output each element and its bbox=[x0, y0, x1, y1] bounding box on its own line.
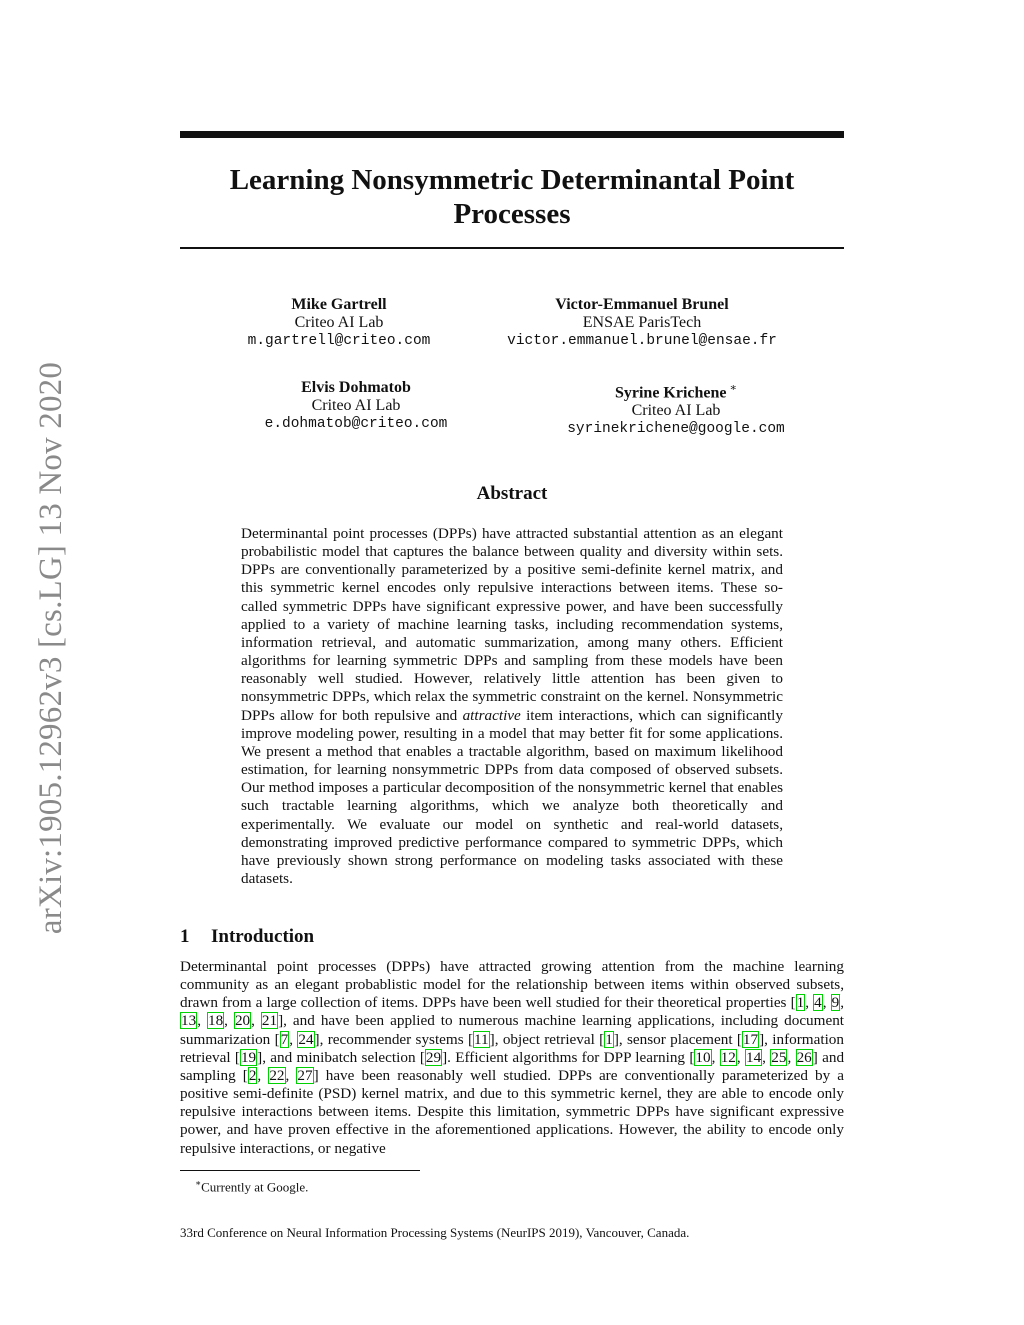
abstract-emphasis: attractive bbox=[462, 706, 521, 724]
citation-link[interactable]: 13 bbox=[181, 1012, 197, 1030]
author-name: Elvis Dohmatob bbox=[301, 379, 411, 396]
citation-link[interactable]: 12 bbox=[720, 1048, 736, 1066]
title-rule-top bbox=[180, 131, 844, 138]
citation-group bbox=[240, 1049, 257, 1066]
author-email[interactable]: victor.emmanuel.brunel@ensae.fr bbox=[507, 333, 777, 349]
abstract-text: Determinantal point processes (DPPs) have attracted substantial attention as an elegant probabilistic model that captures the balance between quality and diversity within sets. DPPs are conventionally parameterized by a positive semi-definite kernel matrix, and this symmetric kernel encodes only repulsive interactions between items. These so-called symmetric DPPs have significant expressive power, and have been successfully applied to a variety of machine learning tasks, including recommendation systems, information retrieval, and automatic summarization, among many others. Efficient algorithms for learning symmetric DPPs and sampling from these models have been reasonably well studied. However, relatively little attention has been given to nonsymmetric DPPs, which relax the symmetric constraint on the kernel. Nonsymmetric DPPs allow for both repulsive and bbox=[241, 525, 783, 724]
citation-link[interactable]: 25 bbox=[771, 1048, 787, 1066]
citation-link[interactable]: 10 bbox=[695, 1048, 711, 1066]
citation-link[interactable]: 19 bbox=[240, 1048, 257, 1066]
citation-group bbox=[604, 1031, 614, 1048]
citation-group: 7, 24 bbox=[280, 1030, 314, 1048]
citation-link[interactable]: 26 bbox=[796, 1048, 812, 1066]
intro-text: ], object retrieval [ bbox=[489, 1030, 605, 1048]
citation-link[interactable]: 21 bbox=[261, 1012, 278, 1030]
author-block bbox=[176, 379, 536, 433]
section-number: 1 bbox=[180, 926, 190, 947]
footnote-text: Currently at Google. bbox=[201, 1179, 309, 1195]
author-name: Mike Gartrell bbox=[291, 296, 387, 313]
introduction-body bbox=[180, 958, 844, 1158]
author-email[interactable]: m.gartrell@criteo.com bbox=[247, 333, 431, 349]
footnote-rule bbox=[180, 1170, 420, 1171]
citation-link[interactable]: 2 bbox=[248, 1066, 257, 1084]
footnote-marker: ∗ bbox=[195, 1178, 202, 1188]
author-affiliation: ENSAE ParisTech bbox=[582, 314, 702, 331]
citation-link[interactable]: 24 bbox=[298, 1030, 314, 1048]
title-rule-bottom bbox=[180, 247, 844, 249]
citation-link[interactable]: 1 bbox=[605, 1030, 613, 1048]
citation-link[interactable]: 1 bbox=[796, 994, 805, 1012]
citation-link[interactable]: 14 bbox=[745, 1048, 762, 1066]
intro-text: ], recommender systems [ bbox=[314, 1030, 474, 1048]
citation-group: 2, 22, 27 bbox=[248, 1066, 313, 1084]
arxiv-identifier: arXiv:1905.12962v3 [cs.LG] 13 Nov 2020 bbox=[33, 361, 69, 935]
citation-link[interactable]: 18 bbox=[207, 1012, 224, 1030]
citation-link[interactable]: 4 bbox=[814, 994, 822, 1012]
citation-link[interactable]: 17 bbox=[742, 1030, 759, 1048]
intro-text: ], sensor placement [ bbox=[613, 1030, 742, 1048]
citation-group: 10, 12, 14, 25, 26 bbox=[695, 1048, 812, 1066]
citation-group bbox=[473, 1031, 490, 1048]
title-line-1: Learning Nonsymmetric Determinantal Point bbox=[229, 164, 795, 196]
intro-text: ] and sampling [ bbox=[180, 1048, 845, 1084]
author-name-line bbox=[496, 379, 856, 402]
abstract-text: item interactions, which can significantly improve modeling power, resulting in a model that may better fit for some applications. We present a method that enables a tractable algorithm, based on maximum likelihood estimation, for learning nonsymmetric DPPs from data composed of observed subsets. Our method imposes a particular decomposition of the nonsymmetric kernel that enables such tractable learning algorithms, which we analyze both theoretically and experimentally. We evaluate our model on synthetic and real-world datasets, demonstrating improved predictive performance compared to symmetric DPPs, which have previously shown strong performance on modeling tasks associated with these datasets. bbox=[241, 706, 783, 887]
citation-link[interactable]: 27 bbox=[297, 1066, 313, 1084]
section-heading bbox=[180, 926, 844, 948]
intro-text: ]. Efficient algorithms for DPP learning [ bbox=[442, 1048, 695, 1066]
author-name: Victor-Emmanuel Brunel bbox=[555, 296, 729, 313]
citation-link[interactable]: 9 bbox=[831, 994, 840, 1012]
citation-group bbox=[425, 1049, 442, 1066]
intro-text: Determinantal point processes (DPPs) have attracted growing attention from the machine learning community as an elegant probablistic model for the relationship between items within observed subsets, drawn from a large collection of items. DPPs have been well studied for their theoretical properties [ bbox=[180, 958, 844, 1012]
intro-text: ], information retrieval [ bbox=[180, 1030, 844, 1066]
footnote bbox=[195, 1175, 795, 1195]
citation-link[interactable]: 29 bbox=[425, 1048, 442, 1066]
author-email[interactable]: e.dohmatob@criteo.com bbox=[264, 416, 448, 432]
author-block bbox=[462, 296, 822, 350]
citation-group bbox=[742, 1031, 759, 1048]
author-name: Syrine Krichene bbox=[614, 384, 727, 402]
author-affiliation: Criteo AI Lab bbox=[294, 314, 384, 331]
citation-link[interactable]: 7 bbox=[280, 1030, 289, 1048]
citation-link[interactable]: 22 bbox=[269, 1066, 285, 1084]
author-affiliation: Criteo AI Lab bbox=[631, 402, 721, 420]
citation-group: 1, 4, 9, 13, 18, 20, 21 bbox=[181, 994, 845, 1030]
intro-text: ], and minibatch selection [ bbox=[257, 1048, 425, 1066]
author-affiliation: Criteo AI Lab bbox=[311, 397, 401, 414]
intro-text: ], and have been applied to numerous machine learning applications, including document summarization [ bbox=[180, 1012, 845, 1048]
citation-link[interactable]: 20 bbox=[234, 1012, 251, 1030]
citation-link[interactable]: 11 bbox=[474, 1030, 489, 1048]
author-block bbox=[496, 379, 856, 438]
abstract-heading: Abstract bbox=[476, 483, 548, 504]
footnote-marker[interactable]: ∗ bbox=[729, 382, 738, 394]
title-line-2: Processes bbox=[453, 198, 571, 230]
abstract-body bbox=[241, 525, 783, 888]
section-title: Introduction bbox=[211, 926, 315, 947]
paper-title bbox=[180, 163, 844, 231]
venue-note: 33rd Conference on Neural Information Processing Systems (NeurIPS 2019), Vancouver, Canada. bbox=[180, 1225, 690, 1240]
author-email[interactable]: syrinekrichene@google.com bbox=[567, 421, 785, 438]
intro-text: ] have been reasonably well studied. DPPs are conventionally parameterized by a positive semi-definite (PSD) kernel matrix, and due to this symmetric kernel, they are able to encode only repulsive interactions between items. Despite this limitation, symmetric DPPs have significant expressive power, and have proven effective in the aforementioned applications. However, the ability to encode only repulsive interactions, or negative bbox=[180, 1066, 845, 1157]
